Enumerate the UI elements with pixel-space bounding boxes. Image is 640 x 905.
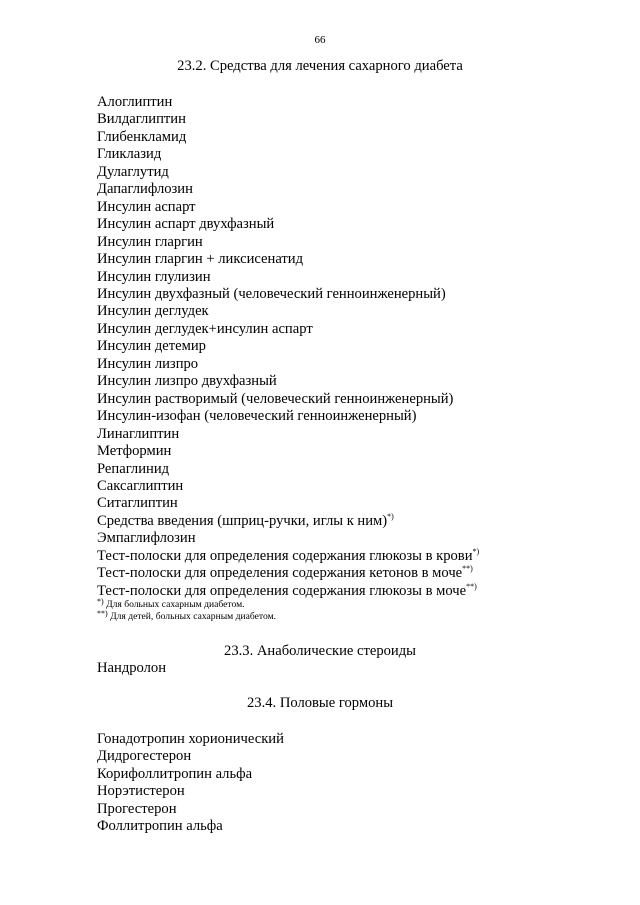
footnote-text: Для детей, больных сахарным диабетом. (107, 611, 277, 623)
list-item (97, 565, 479, 582)
list-item (97, 408, 479, 425)
list-item (97, 181, 479, 198)
list-item (97, 443, 479, 460)
list-item (97, 286, 479, 303)
footnote-mark: **) (462, 564, 473, 574)
list-item-text: Инсулин деглудек (97, 303, 209, 320)
list-item (97, 251, 479, 268)
list-item (97, 583, 479, 600)
list-item (97, 199, 479, 216)
list-item-text: Тест-полоски для определения содержания кетонов в моче (97, 565, 463, 582)
footnote-mark: **) (466, 581, 477, 591)
list-item-text: Инсулин гларгин + ликсисенатид (97, 251, 304, 268)
list-item-nandrolone: Нандролон (97, 660, 167, 676)
list-item-text: Инсулин аспарт двухфазный (97, 216, 275, 233)
list-item: Прогестерон (97, 800, 177, 817)
list-item (97, 303, 479, 320)
section-heading-diabetes: 23.2. Средства для лечения сахарного диабета (177, 58, 463, 74)
list-item-text: Средства введения (шприц-ручки, иглы к ним) (97, 512, 388, 529)
section-heading-anabolic: 23.3. Анаболические стероиды (224, 643, 416, 659)
footnote-text: Для больных сахарным диабетом. (103, 599, 245, 610)
list-item-text: Вилдаглиптин (97, 111, 186, 128)
list-item-text: Эмпаглифлозин (97, 530, 196, 547)
list-item (97, 513, 479, 530)
list-item-text: Инсулин глулизин (97, 268, 211, 285)
list-item-text: Инсулин растворимый (человеческий генноинженерный) (97, 390, 454, 407)
list-item (97, 356, 479, 373)
list-item-text: Инсулин деглудек+инсулин аспарт (97, 320, 313, 337)
list-item-text: Инсулин аспарт (97, 198, 196, 215)
list-item (97, 146, 479, 163)
sex-hormone-list (97, 731, 284, 835)
footnotes (97, 599, 276, 624)
list-item-text: Инсулин лизпро (97, 355, 199, 372)
list-item (97, 216, 479, 233)
list-item-text: Ситаглиптин (97, 495, 178, 512)
page-number: 66 (314, 34, 326, 46)
list-item: Дидрогестерон (97, 748, 192, 765)
list-item (97, 321, 479, 338)
list-item (97, 391, 479, 408)
footnote (97, 611, 276, 623)
list-item-text: Алоглиптин (97, 94, 173, 110)
list-item-text: Инсулин-изофан (человеческий генноинженерный) (97, 408, 417, 425)
list-item: Фоллитропин альфа (97, 818, 223, 835)
list-item-text: Инсулин гларгин (97, 233, 203, 250)
section-heading-sex-hormones: 23.4. Половые гормоны (246, 695, 394, 711)
list-item: Норэтистерон (97, 783, 185, 800)
list-item-text: Репаглинид (97, 460, 170, 477)
list-item-text: Глибенкламид (97, 128, 187, 145)
list-item (97, 495, 479, 512)
list-item (97, 338, 479, 355)
list-item (97, 234, 479, 251)
list-item-text: Инсулин лизпро двухфазный (97, 373, 277, 390)
list-item-text: Гликлазид (97, 146, 162, 163)
list-item-text: Инсулин детемир (97, 338, 206, 355)
list-item (97, 373, 479, 390)
list-item (97, 94, 479, 111)
list-item (97, 530, 479, 547)
list-item (97, 548, 479, 565)
footnote-mark: *) (387, 512, 394, 522)
footnote-mark: **) (97, 609, 108, 619)
list-item (97, 426, 479, 443)
list-item-text: Метформин (97, 443, 172, 460)
list-item-text: Дапаглифлозин (97, 181, 193, 198)
list-item (97, 164, 479, 181)
list-item: Гонадотропин хорионический (97, 731, 284, 747)
list-item-text: Дулаглутид (97, 163, 169, 180)
list-item-text: Саксаглиптин (97, 477, 184, 494)
list-item-text: Линаглиптин (97, 425, 180, 442)
footnote-mark: *) (472, 546, 480, 556)
list-item: Корифоллитропин альфа (97, 765, 253, 782)
list-item (97, 111, 479, 128)
list-item (97, 129, 479, 146)
list-item (97, 269, 479, 286)
list-item-text: Инсулин двухфазный (человеческий генноинженерный) (97, 285, 446, 302)
footnote (97, 599, 276, 611)
list-item-text: Тест-полоски для определения содержания глюкозы в моче (97, 582, 467, 599)
list-item (97, 461, 479, 478)
footnote-mark: *) (97, 597, 104, 606)
list-item-text: Тест-полоски для определения содержания глюкозы в крови (97, 547, 473, 564)
list-item (97, 478, 479, 495)
diabetes-drug-list (97, 94, 479, 600)
